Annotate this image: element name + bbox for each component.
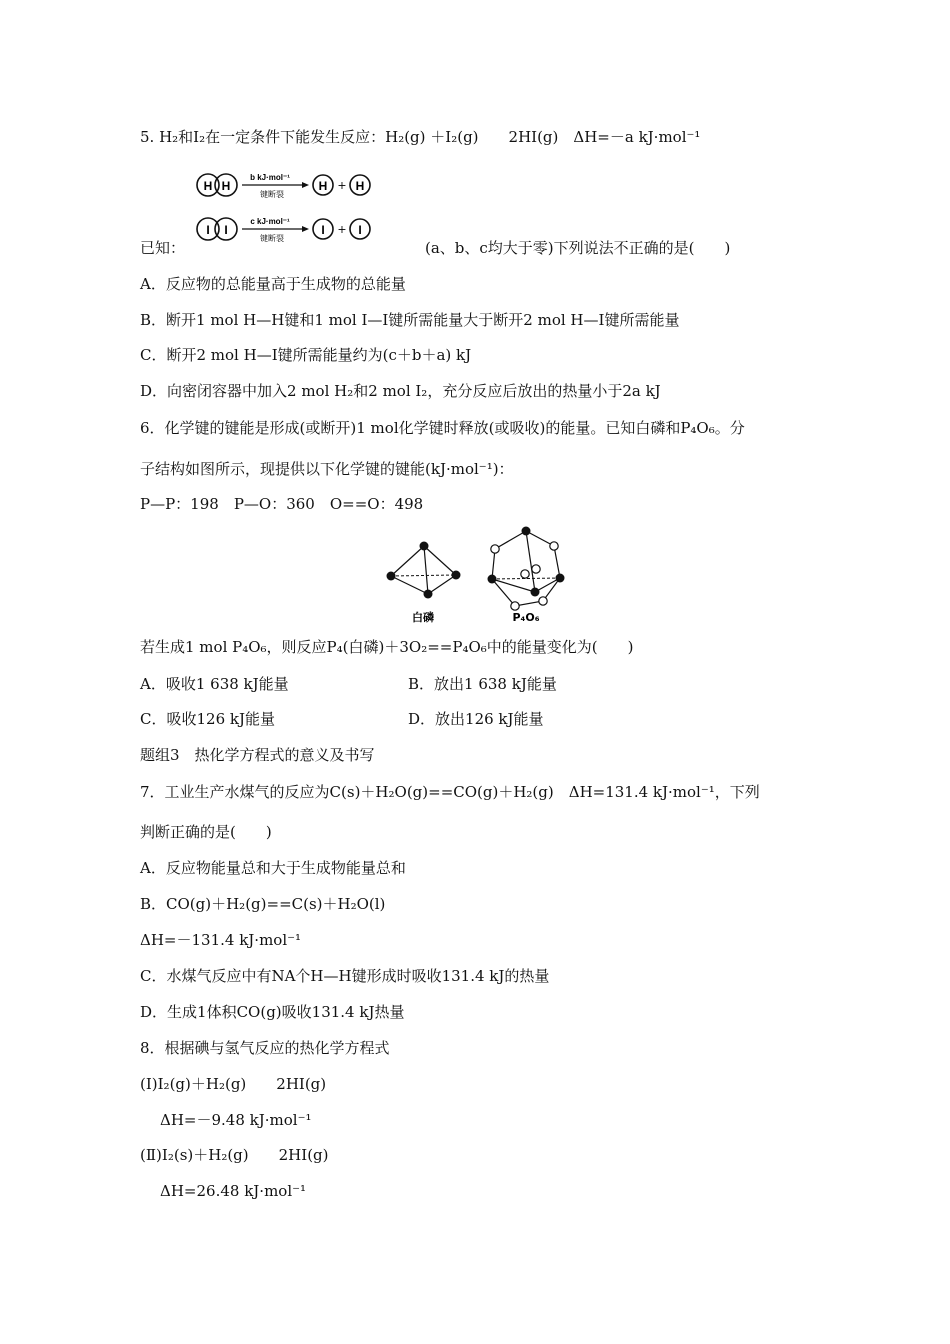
q6-stem-line2: 子结构如图所示，现提供以下化学键的键能(kJ·mol⁻¹)： bbox=[140, 460, 514, 478]
atom-i-label: I bbox=[358, 223, 362, 237]
q6-stem-line1: 6．化学键的键能是形成(或断开)1 mol化学键时释放(或吸收)的能量。已知白磷和P₄O₆。分 bbox=[140, 419, 745, 437]
q7-stem-line2: 判断正确的是( ) bbox=[140, 823, 272, 841]
atom-i-label: I bbox=[321, 223, 325, 237]
q8-equation-1: (Ⅰ)I₂(g)＋H₂(g) 2HI(g) bbox=[140, 1075, 327, 1093]
section-heading: 题组3 热化学方程式的意义及书写 bbox=[140, 746, 375, 764]
q6-bond-energies: P—P：198 P—O：360 O==O：498 bbox=[140, 495, 424, 513]
bond-breaking-diagram bbox=[190, 168, 410, 248]
atom-h-label: H bbox=[203, 179, 213, 193]
atom-h-label: H bbox=[221, 179, 231, 193]
h-arrow-bottom-label: 键断裂 bbox=[260, 190, 284, 199]
plus-sign: + bbox=[337, 179, 347, 192]
q5-option-c: C．断开2 mol H—I键所需能量约为(c＋b＋a) kJ bbox=[140, 346, 472, 364]
q6-question: 若生成1 mol P₄O₆，则反应P₄(白磷)＋3O₂==P₄O₆中的能量变化为( ) bbox=[140, 638, 634, 656]
q5-option-d: D．向密闭容器中加入2 mol H₂和2 mol I₂，充分反应后放出的热量小于2a kJ bbox=[140, 382, 661, 400]
q5-option-a: A．反应物的总能量高于生成物的总能量 bbox=[140, 275, 406, 293]
p4o6-structure bbox=[484, 522, 574, 622]
i-arrow-bottom-label: 键断裂 bbox=[260, 234, 284, 243]
white-phosphorus-structure bbox=[383, 538, 463, 628]
h2-molecule bbox=[197, 174, 237, 196]
q5-known-prefix: 已知： bbox=[140, 239, 186, 257]
i2-molecule bbox=[197, 218, 237, 240]
q8-equation-2: (Ⅱ)I₂(s)＋H₂(g) 2HI(g) bbox=[140, 1146, 329, 1164]
i-arrow-top-label: c kJ·mol⁻¹ bbox=[250, 217, 290, 226]
q7-option-b-enthalpy: ΔH=－131.4 kJ·mol⁻¹ bbox=[140, 931, 302, 949]
q6-option-a: A．吸收1 638 kJ能量 bbox=[140, 675, 289, 693]
plus-sign: + bbox=[337, 223, 347, 236]
q7-option-d: D．生成1体积CO(g)吸收131.4 kJ热量 bbox=[140, 1003, 405, 1021]
q7-option-c: C．水煤气反应中有NA个H—H键形成时吸收131.4 kJ的热量 bbox=[140, 967, 550, 985]
q7-option-a: A．反应物能量总和大于生成物能量总和 bbox=[140, 859, 406, 877]
q6-option-d: D．放出126 kJ能量 bbox=[408, 710, 544, 728]
q6-option-c: C．吸收126 kJ能量 bbox=[140, 710, 275, 728]
q5-option-b: B．断开1 mol H—H键和1 mol I—I键所需能量大于断开2 mol H—I键所需能量 bbox=[140, 311, 680, 329]
q7-stem-line1: 7．工业生产水煤气的反应为C(s)＋H₂O(g)==CO(g)＋H₂(g) ΔH=131.4 kJ·mol⁻¹，下列 bbox=[140, 783, 760, 801]
white-p-label: 白磷 bbox=[412, 611, 434, 624]
q5-known-suffix: (a、b、c均大于零)下列说法不正确的是( ) bbox=[425, 239, 731, 257]
atom-i-label: I bbox=[224, 223, 228, 237]
q8-stem: 8．根据碘与氢气反应的热化学方程式 bbox=[140, 1039, 390, 1057]
q5-stem: 5. H₂和I₂在一定条件下能发生反应：H₂(g) ＋I₂(g) 2HI(g) ΔH=－a kJ·mol⁻¹ bbox=[140, 128, 701, 146]
atom-h-label: H bbox=[318, 179, 328, 193]
q6-option-b: B．放出1 638 kJ能量 bbox=[408, 675, 557, 693]
h-arrow-top-label: b kJ·mol⁻¹ bbox=[250, 173, 290, 182]
p4o6-label: P₄O₆ bbox=[512, 611, 540, 624]
atom-i-label: I bbox=[206, 223, 210, 237]
q7-option-b-equation: B．CO(g)＋H₂(g)==C(s)＋H₂O(l) bbox=[140, 895, 386, 913]
q8-enthalpy-1: ΔH=－9.48 kJ·mol⁻¹ bbox=[160, 1111, 312, 1129]
q8-enthalpy-2: ΔH=26.48 kJ·mol⁻¹ bbox=[160, 1182, 307, 1200]
atom-h-label: H bbox=[355, 179, 365, 193]
